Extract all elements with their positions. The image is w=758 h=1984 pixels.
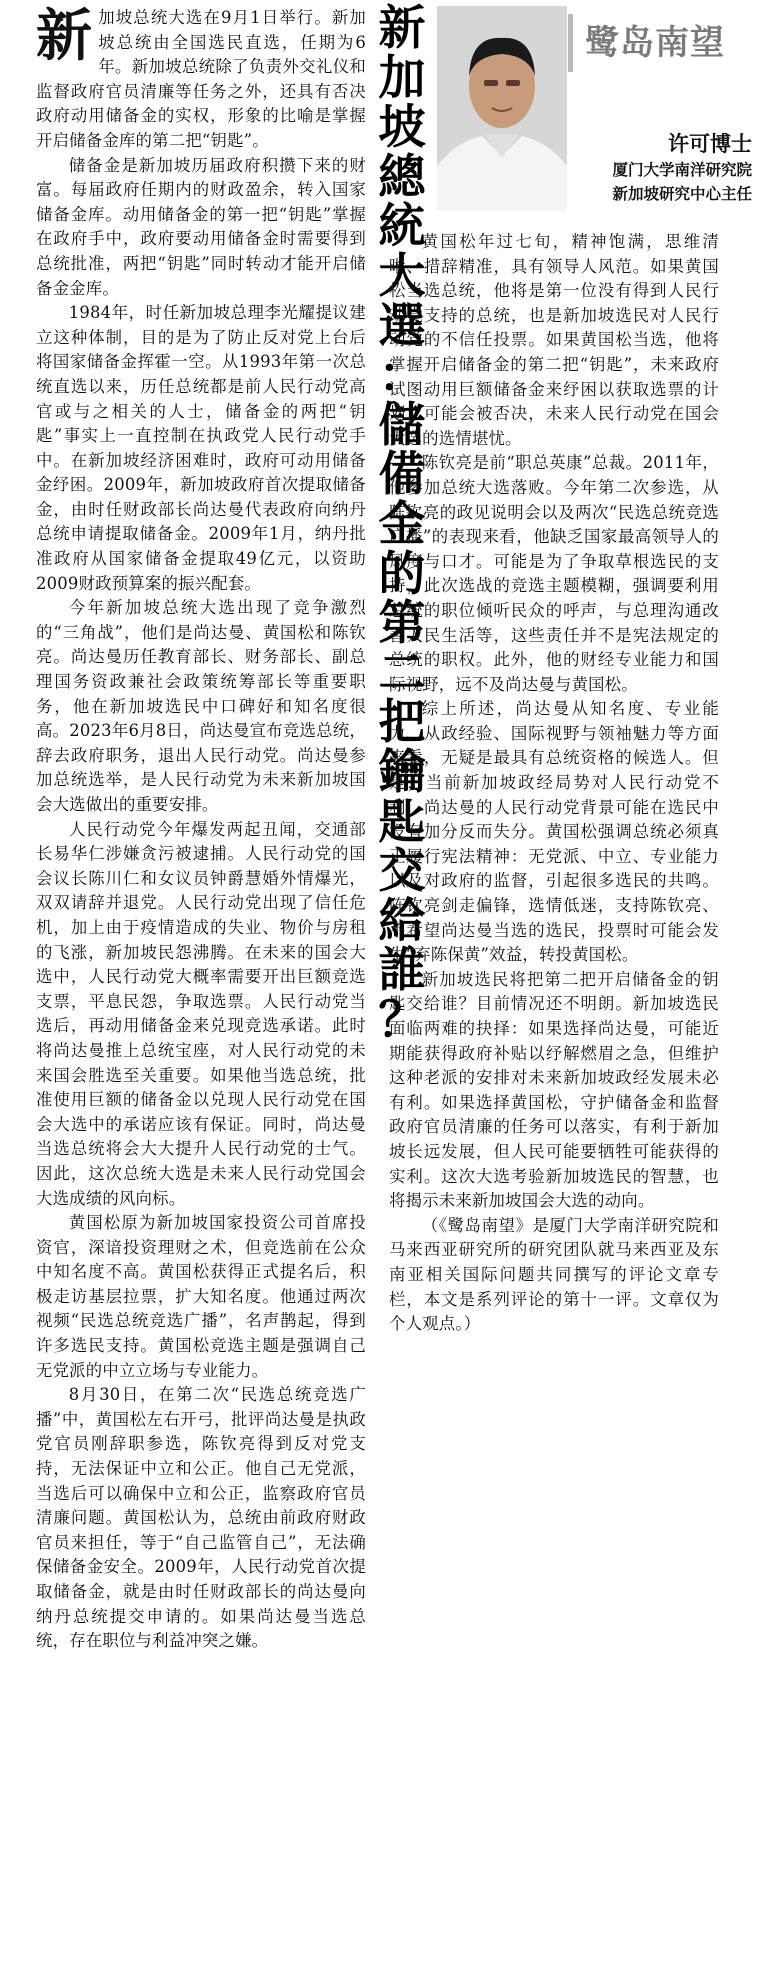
headline-char: 備 bbox=[378, 447, 426, 503]
headline-char: 鑰 bbox=[378, 744, 426, 800]
article-paragraph: 黄国松原为新加坡国家投资公司首席投资官，深谙投资理财之术，但竞选前在公众中知名度不高。黄国松获得正式提名后，积极走访基层拉票，扩大知名度。他通过两次视频“民选总统竞选广播”，名声鹊起，得到许多选民支持。黄国松竞选主题是强调自己无党派的中立立场与专业能力。 bbox=[36, 1213, 366, 1380]
column-footnote: （《鹭岛南望》是厦门大学南洋研究院和马来西亚研究所的研究团队就马来西亚及东南亚相关国际问题共同撰写的评论文章专栏，本文是系列评论的第十一评。文章仅为个人观点。） bbox=[389, 1215, 719, 1334]
headline-char: 大 bbox=[378, 248, 426, 304]
author-affiliation-line2: 新加坡研究中心主任 bbox=[612, 185, 752, 203]
headline-char: ： bbox=[378, 348, 426, 404]
headline-char: 匙 bbox=[378, 794, 426, 850]
article-column-right bbox=[389, 230, 719, 1337]
article-paragraph: 陈钦亮是前“职总英康”总裁。2011年，他参加总统大选落败。今年第二次参选，从陈钦亮的政见说明会以及两次“民选总统竞选广播”的表现来看，他缺乏国家最高领导人的风度与口才。可能是为了争取草根选民的支持，此次选战的竞选主题模糊，强调要利用总统的职位倾听民众的呼声，与总理沟通改善人民生活等，这些责任并不是宪法规定的总统的职权。此外，他的财经专业能力和国际视野，远不及尚达曼与黄国松。 bbox=[389, 453, 719, 694]
headline-char: 坡 bbox=[378, 100, 426, 156]
article-paragraph: 新加坡选民将把第二把开启储备金的钥匙交给谁？目前情况还不明朗。新加坡选民面临两难的抉择：如果选择尚达曼，可能近期能获得政府补贴以纾解燃眉之急，但维护这种老派的安排对未来新加坡政经发展未必有利。如果选择黄国松，守护储备金和监督政府官员清廉的任务可以落实，有利于新加坡长远发展，但人民可能要牺牲可能获得的实利。这次大选考验新加坡选民的智慧，也将揭示未来新加坡国会大选的动向。 bbox=[389, 969, 719, 1211]
headline-char: 的 bbox=[378, 546, 426, 602]
headline-char: 儲 bbox=[378, 397, 426, 453]
headline-char: 選 bbox=[378, 298, 426, 354]
headline-char: 新 bbox=[378, 1, 426, 56]
article-paragraph: 今年新加坡总统大选出现了竞争激烈的“三角战”，他们是尚达曼、黄国松和陈钦亮。尚达曼历任教育部长、财务部长、副总理国务资政兼社会政策统筹部长等重要职务，他在新加坡选民中口碑好和知名度很高。2023年6月8日，尚达曼宣布竞选总统，辞去政府职务，退出人民行动党。尚达曼参加总统选举，是人民行动党为未来新加坡国会大选做出的重要安排。 bbox=[36, 598, 366, 814]
author-name: 许可博士 bbox=[668, 132, 752, 156]
article-paragraph bbox=[36, 3, 366, 154]
headline-char: 金 bbox=[378, 496, 426, 552]
author-photo bbox=[437, 6, 567, 211]
headline-char: 給 bbox=[378, 893, 426, 949]
headline-char: 把 bbox=[378, 695, 426, 751]
dropcap: 新 bbox=[36, 3, 93, 69]
article-column-left bbox=[36, 3, 366, 1654]
headline-char: 二 bbox=[378, 645, 426, 701]
author-affiliation-line1: 厦门大学南洋研究院 bbox=[612, 161, 752, 179]
article-paragraph: 1984年，时任新加坡总理李光耀提议建立这种体制，目的是为了防止反对党上台后将国家储备金挥霍一空。从1993年第一次总统直选以来，历任总统都是前人民行动党高官或与之相关的人士，储备金的两把“钥匙”事实上一直控制在执政党人民行动党手中。在新加坡经济困难时，政府可动用储备金纾困。2009年，新加坡政府首次提取储备金，由时任财政部长尚达曼代表政府向纳丹总统申请提取储备金。2009年1月，纳丹批准政府从国家储备金提取49亿元，以资助2009财政预算案的振兴配套。 bbox=[36, 303, 366, 593]
headline-char: ？ bbox=[378, 992, 426, 1048]
headline-char: 總 bbox=[378, 149, 426, 205]
author-box bbox=[572, 130, 752, 206]
portrait-photo-icon bbox=[437, 6, 567, 211]
headline-char: 第 bbox=[378, 596, 426, 652]
headline-char: 加 bbox=[378, 50, 426, 106]
headline-char: 交 bbox=[378, 844, 426, 900]
article-paragraph: 储备金是新加坡历届政府积攒下来的财富。每届政府任期内的财政盈余，转入国家储备金库。动用储备金的第一把“钥匙”掌握在政府手中，政府要动用储备金时需要得到总统批准，两把“钥匙”同时转动才能开启储备金金库。 bbox=[36, 155, 366, 298]
paragraph-text: 加坡总统大选在9月1日举行。新加坡总统由全国选民直选，任期为6年。新加坡总统除了负责外交礼仪和监督政府官员清廉等任务之外，还具有否决政府动用储备金的实权，形象的比喻是掌握开启储备金库的第二把“钥匙”。 bbox=[36, 8, 366, 150]
article-paragraph: 综上所述，尚达曼从知名度、专业能力、从政经验、国际视野与领袖魅力等方面来看，无疑是最具有总统资格的候选人。但是，当前新加坡政经局势对人民行动党不利，尚达曼的人民行动党背景可能在选民中没有加分反而失分。黄国松强调总统必须真正履行宪法精神：无党派、中立、专业能力以及对政府的监督，引起很多选民的共鸣。陈钦亮剑走偏锋，选情低迷，支持陈钦亮、不希望尚达曼当选的选民，投票时可能会发生“弃陈保黄”效益，转投黄国松。 bbox=[389, 699, 719, 965]
article-paragraph: 8月30日，在第二次“民选总统竞选广播”中，黄国松左右开弓，批评尚达曼是执政党官员刚辞职参选，陈钦亮得到反对党支持，无法保证中立和公正。他自己无党派，当选后可以确保中立和公正，监察政府官员清廉问题。黄国松认为，总统由前政府财政官员来担任，等于“自己监管自己”，无法确保储备金安全。2009年，人民行动党首次提取储备金，就是由时任财政部长的尚达曼向纳丹总统提交申请的。如果尚达曼当选总统，存在职位与利益冲突之嫌。 bbox=[36, 1385, 366, 1651]
column-name-banner: 鹭岛南望 bbox=[568, 14, 758, 72]
headline-char: 統 bbox=[378, 199, 426, 255]
headline-char: 誰 bbox=[378, 943, 426, 999]
article-paragraph: 黄国松年过七旬，精神饱满，思维清晰、措辞精准，具有领导人风范。如果黄国松当选总统，他将是第一位没有得到人民行动党支持的总统，也是新加坡选民对人民行动党的不信任投票。如果黄国松当选，他将掌握开启储备金的第二把“钥匙”，未来政府试图动用巨额储备金来纾困以获取选票的计划，可能会被否决，未来人民行动党在国会大选的选情堪忧。 bbox=[389, 232, 719, 448]
article-paragraph: 人民行动党今年爆发两起丑闻，交通部长易华仁涉嫌贪污被逮捕。人民行动党的国会议长陈川仁和女议员钟爵慧婚外情爆光，双双请辞并退党。人民行动党出现了信任危机，加上由于疫情造成的失业、物价与房租的飞涨，新加坡民怨沸腾。在未来的国会大选中，人民行动党大概率需要开出巨额竞选支票，平息民怨，争取选票。人民行动党当选后，再动用储备金来兑现竞选承诺。此时将尚达曼推上总统宝座，对人民行动党的未来国会胜选至关重要。如果他当选总统，批准使用巨额的储备金以兑现人民行动党在国会大选中的承诺应该有保证。同时，尚达曼当选总统将会大大提升人民行动党的士气。因此，这次总统大选是未来人民行动党国会大选成绩的风向标。 bbox=[36, 819, 366, 1208]
